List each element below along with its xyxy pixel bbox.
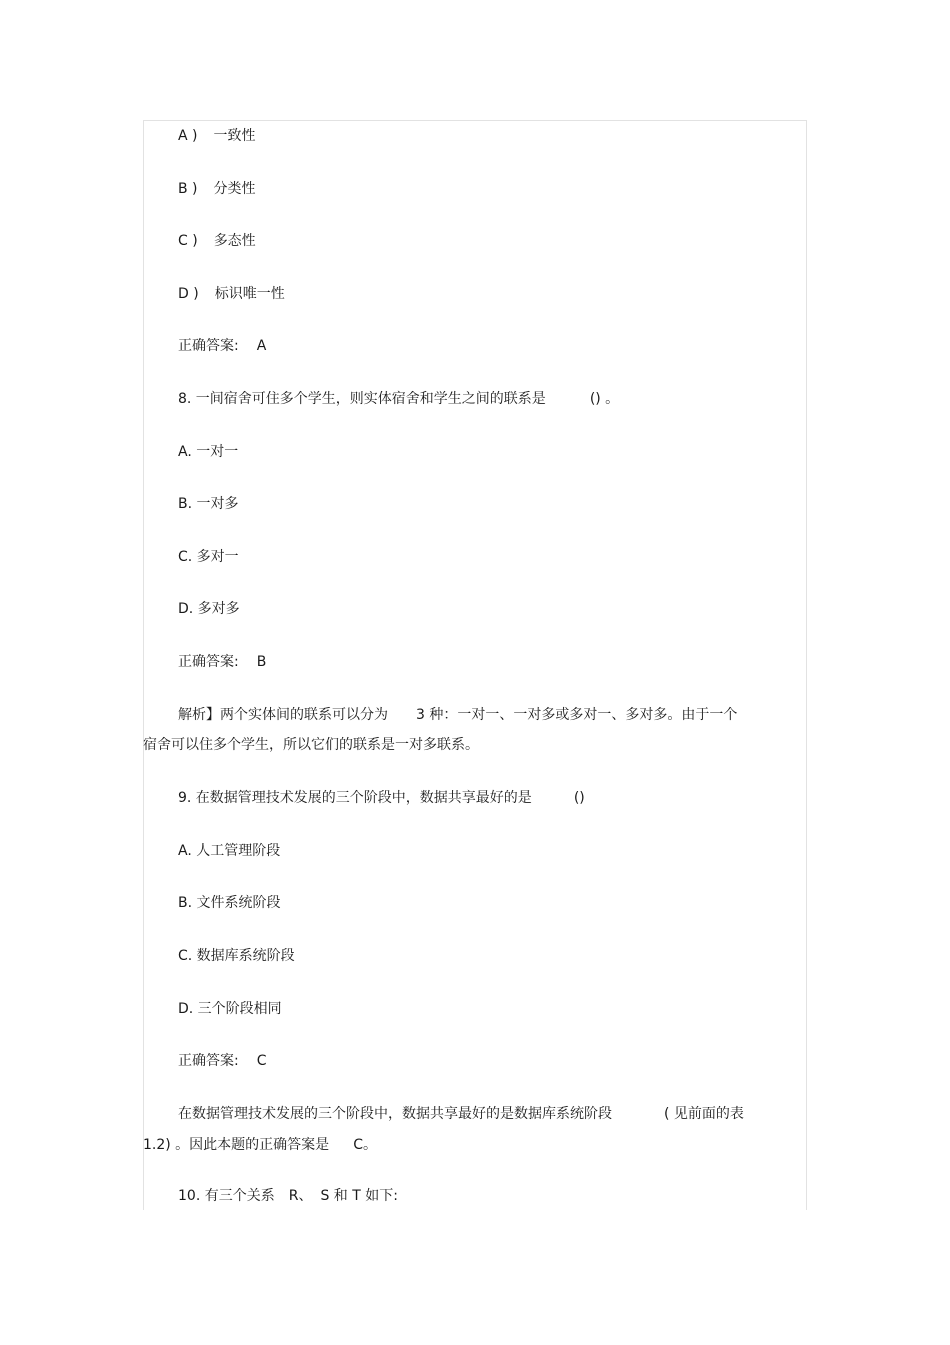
q7-option-c: C ) 多态性 — [178, 233, 256, 249]
q9-explanation-line-2: 1.2) 。因此本题的正确答案是 C。 — [143, 1137, 377, 1153]
q8-option-d: D. 多对多 — [178, 601, 240, 617]
q9-option-b: B. 文件系统阶段 — [178, 895, 281, 911]
q8-option-b: B. 一对多 — [178, 496, 239, 512]
q8-option-a: A. 一对一 — [178, 444, 239, 460]
q9-answer: 正确答案: C — [178, 1053, 267, 1069]
q7-option-a: A ) 一致性 — [178, 128, 256, 144]
q9-option-c: C. 数据库系统阶段 — [178, 948, 295, 964]
q8-answer: 正确答案: B — [178, 654, 267, 670]
q7-option-d: D ) 标识唯一性 — [178, 286, 285, 302]
q9-option-d: D. 三个阶段相同 — [178, 1001, 282, 1017]
q7-option-b: B ) 分类性 — [178, 181, 256, 197]
q8-option-c: C. 多对一 — [178, 549, 239, 565]
q10-stem: 10. 有三个关系 R、 S 和 T 如下: — [178, 1188, 398, 1204]
q8-explanation-line-2: 宿舍可以住多个学生，所以它们的联系是一对多联系。 — [143, 737, 479, 753]
q7-answer: 正确答案: A — [178, 338, 267, 354]
q9-option-a: A. 人工管理阶段 — [178, 843, 281, 859]
q8-explanation-line-1: 解析】两个实体间的联系可以分为 3 种：一对一、一对多或多对一、多对多。由于一个 — [178, 707, 738, 723]
q9-stem: 9. 在数据管理技术发展的三个阶段中，数据共享最好的是 () — [178, 790, 585, 806]
q9-explanation-line-1: 在数据管理技术发展的三个阶段中，数据共享最好的是数据库系统阶段 ( 见前面的表 — [178, 1106, 744, 1122]
q8-stem: 8. 一间宿舍可住多个学生，则实体宿舍和学生之间的联系是 () 。 — [178, 391, 620, 407]
